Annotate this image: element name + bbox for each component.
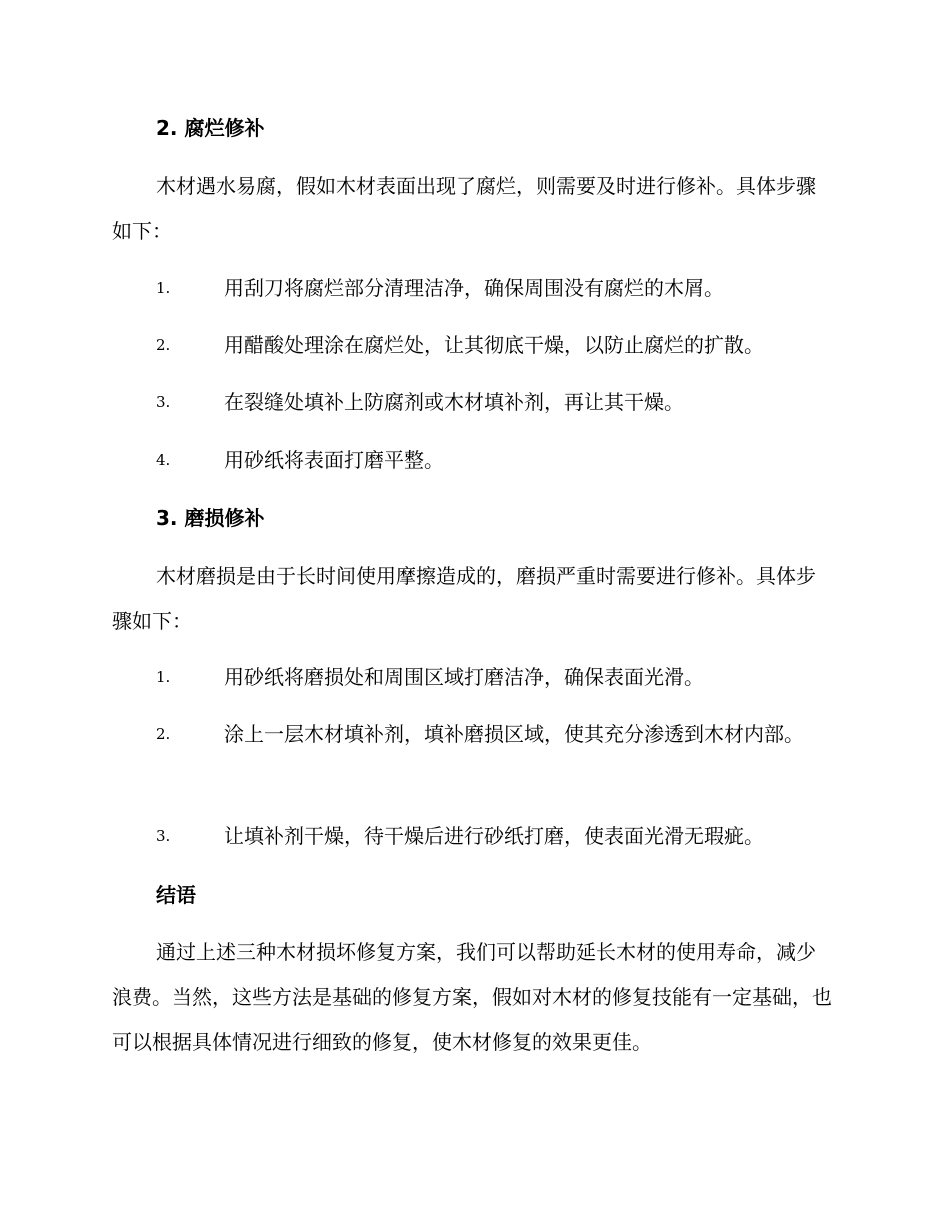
list-item	[112, 712, 832, 757]
conclusion-text: 通过上述三种木材损坏修复方案，我们可以帮助延长木材的使用寿命，减少浪费。当然，这些方法是基础的修复方案，假如对木材的修复技能有一定基础，也可以根据具体情况进行细致的修复，使木材修复的效果更佳。	[112, 940, 832, 1054]
section-2-intro: 木材遇水易腐，假如木材表面出现了腐烂，则需要及时进行修补。具体步骤如下：	[112, 174, 816, 243]
list-item-number: 2.	[156, 725, 171, 743]
list-item-text: 用砂纸将磨损处和周围区域打磨洁净，确保表面光滑。	[224, 665, 704, 689]
section-3-heading: 3. 磨损修补	[156, 506, 265, 530]
list-item	[112, 655, 832, 700]
list-item	[112, 323, 832, 368]
list-item	[112, 814, 832, 859]
conclusion-heading: 结语	[156, 883, 196, 907]
list-item-number: 4.	[156, 451, 171, 469]
list-item-text: 涂上一层木材填补剂，填补磨损区域，使其充分渗透到木材内部。	[224, 722, 804, 746]
list-item-text: 用刮刀将腐烂部分清理洁净，确保周围没有腐烂的木屑。	[224, 276, 724, 300]
list-item-text: 用砂纸将表面打磨平整。	[224, 448, 444, 472]
list-item	[112, 266, 832, 311]
list-item-text: 让填补剂干燥，待干燥后进行砂纸打磨，使表面光滑无瑕疵。	[224, 824, 764, 848]
list-item-number: 3.	[156, 827, 171, 845]
list-item-text: 在裂缝处填补上防腐剂或木材填补剂，再让其干燥。	[224, 390, 684, 414]
list-item-text: 用醋酸处理涂在腐烂处，让其彻底干燥，以防止腐烂的扩散。	[224, 333, 764, 357]
list-item	[112, 380, 832, 425]
list-item-number: 3.	[156, 393, 171, 411]
list-item-number: 1.	[156, 668, 171, 686]
section-3-intro: 木材磨损是由于长时间使用摩擦造成的，磨损严重时需要进行修补。具体步骤如下：	[112, 564, 816, 633]
list-item	[112, 438, 832, 483]
list-item-number: 1.	[156, 279, 171, 297]
list-item-number: 2.	[156, 336, 171, 354]
section-2-heading: 2. 腐烂修补	[156, 116, 265, 140]
